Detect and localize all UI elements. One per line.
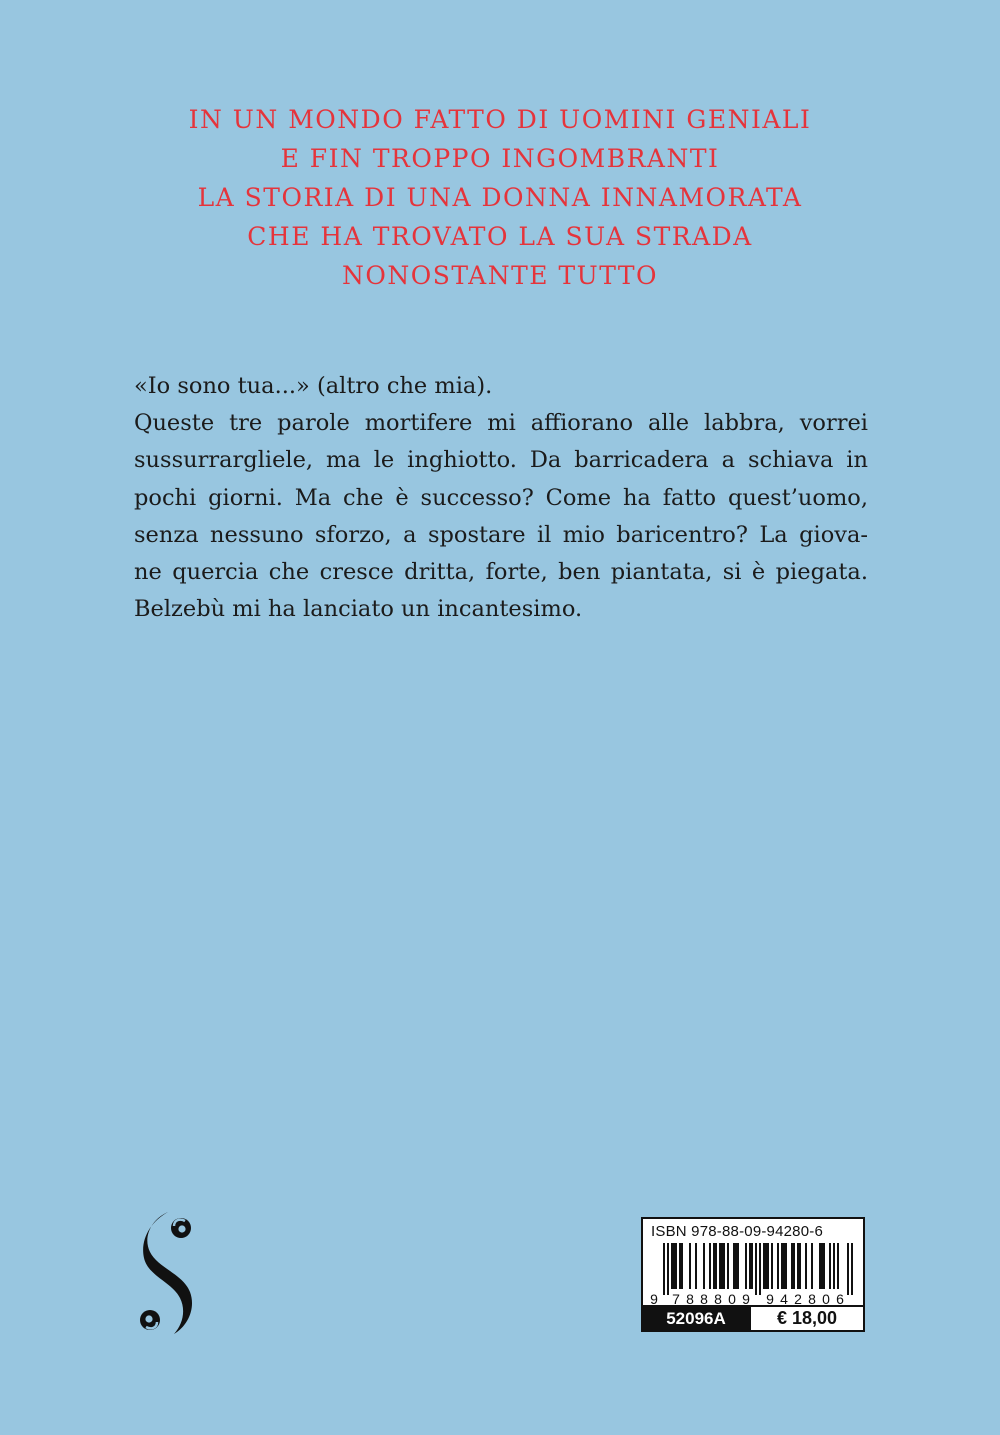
barcode-bar xyxy=(799,1243,801,1289)
barcode-digit: 8 xyxy=(686,1291,694,1305)
barcode-bar xyxy=(833,1243,835,1289)
barcode-bar xyxy=(771,1243,773,1289)
barcode-bar xyxy=(797,1243,799,1289)
barcode-bar xyxy=(763,1243,765,1289)
barcode-bar xyxy=(671,1243,673,1289)
barcode-bar xyxy=(819,1243,821,1289)
barcode-digit: 9 xyxy=(766,1291,774,1305)
barcode-digit: 0 xyxy=(822,1291,830,1305)
barcode-bar xyxy=(765,1243,767,1289)
barcode-bar xyxy=(767,1243,769,1289)
barcode-bar xyxy=(791,1243,793,1289)
barcode-bar xyxy=(811,1243,813,1289)
barcode-digit: 6 xyxy=(836,1291,844,1305)
barcode-digit: 8 xyxy=(700,1291,708,1305)
barcode-digit: 2 xyxy=(794,1291,802,1305)
blurb-line: pochi giorni. Ma che è successo? Come ha fatto quest’uomo, xyxy=(134,484,868,511)
tagline-line: CHE HA TROVATO LA SUA STRADA xyxy=(247,222,753,251)
tagline-line: E FIN TROPPO INGOMBRANTI xyxy=(280,144,720,173)
barcode-digit: 8 xyxy=(714,1291,722,1305)
barcode-bar xyxy=(847,1243,849,1295)
barcode-bar xyxy=(785,1243,787,1289)
blurb-line: Belzebù mi ha lanciato un incantesimo. xyxy=(134,596,583,623)
barcode-bar xyxy=(681,1243,683,1289)
barcode-bar xyxy=(829,1243,831,1289)
isbn-number: ISBN 978-88-09-94280-6 xyxy=(651,1223,824,1240)
barcode-bar xyxy=(735,1243,737,1289)
barcode-label xyxy=(641,1217,865,1332)
barcode-bar xyxy=(759,1243,761,1295)
ean-barcode xyxy=(645,1243,861,1305)
tagline-line: NONOSTANTE TUTTO xyxy=(341,261,659,290)
barcode-bar xyxy=(667,1243,669,1295)
barcode-bar xyxy=(755,1243,757,1295)
barcode-bar xyxy=(719,1243,721,1289)
barcode-bar xyxy=(733,1243,735,1289)
blurb-excerpt xyxy=(134,368,868,628)
blurb-line: ne quercia che cresce dritta, forte, ben piantata, si è piegata. xyxy=(134,559,868,586)
barcode-bar xyxy=(837,1243,839,1289)
barcode-bar xyxy=(673,1243,675,1289)
barcode-bar xyxy=(749,1243,751,1289)
barcode-bar xyxy=(721,1243,723,1289)
barcode-bar xyxy=(805,1243,807,1289)
barcode-digit: 9 xyxy=(742,1291,750,1305)
barcode-bar xyxy=(709,1243,711,1289)
barcode-bar xyxy=(675,1243,677,1289)
blurb-line: senza nessuno sforzo, a spostare il mio baricentro? La giova- xyxy=(134,521,868,548)
barcode-digit: 7 xyxy=(672,1291,680,1305)
barcode-bar xyxy=(695,1243,697,1289)
barcode-bar xyxy=(715,1243,717,1289)
barcode-bar xyxy=(823,1243,825,1289)
barcode-bar xyxy=(713,1243,715,1289)
barcode-bar xyxy=(777,1243,779,1289)
barcode-digit: 4 xyxy=(780,1291,788,1305)
blurb-line: sussurrargliele, ma le inghiotto. Da barricadera a schiava in xyxy=(134,447,868,474)
publisher-s-logo-icon xyxy=(128,1208,214,1338)
barcode-digit: 9 xyxy=(650,1291,658,1305)
barcode-bar xyxy=(727,1243,729,1289)
price-row xyxy=(641,1305,865,1332)
blurb-line: «Io sono tua...» (altro che mia). xyxy=(134,373,493,399)
tagline-line: IN UN MONDO FATTO DI UOMINI GENIALI xyxy=(188,105,812,134)
barcode-bar xyxy=(689,1243,691,1289)
product-code: 52096A xyxy=(641,1305,751,1332)
barcode-bar xyxy=(793,1243,795,1289)
barcode-bar xyxy=(851,1243,853,1295)
tagline xyxy=(0,100,1000,295)
barcode-bar xyxy=(781,1243,783,1289)
barcode-bar xyxy=(679,1243,681,1289)
blurb-line: Queste tre parole mortifere mi affiorano alle labbra, vorrei xyxy=(134,410,868,437)
barcode-bar xyxy=(751,1243,753,1289)
barcode-bar xyxy=(821,1243,823,1289)
barcode-bar xyxy=(783,1243,785,1289)
barcode-digit: 0 xyxy=(728,1291,736,1305)
barcode-bar xyxy=(663,1243,665,1295)
barcode-bar xyxy=(737,1243,739,1289)
price-tag: € 18,00 xyxy=(751,1305,865,1332)
barcode-bar xyxy=(703,1243,705,1289)
barcode-bar xyxy=(745,1243,747,1289)
tagline-line: LA STORIA DI UNA DONNA INNAMORATA xyxy=(197,183,803,212)
barcode-digit: 8 xyxy=(808,1291,816,1305)
barcode-bar xyxy=(723,1243,725,1289)
